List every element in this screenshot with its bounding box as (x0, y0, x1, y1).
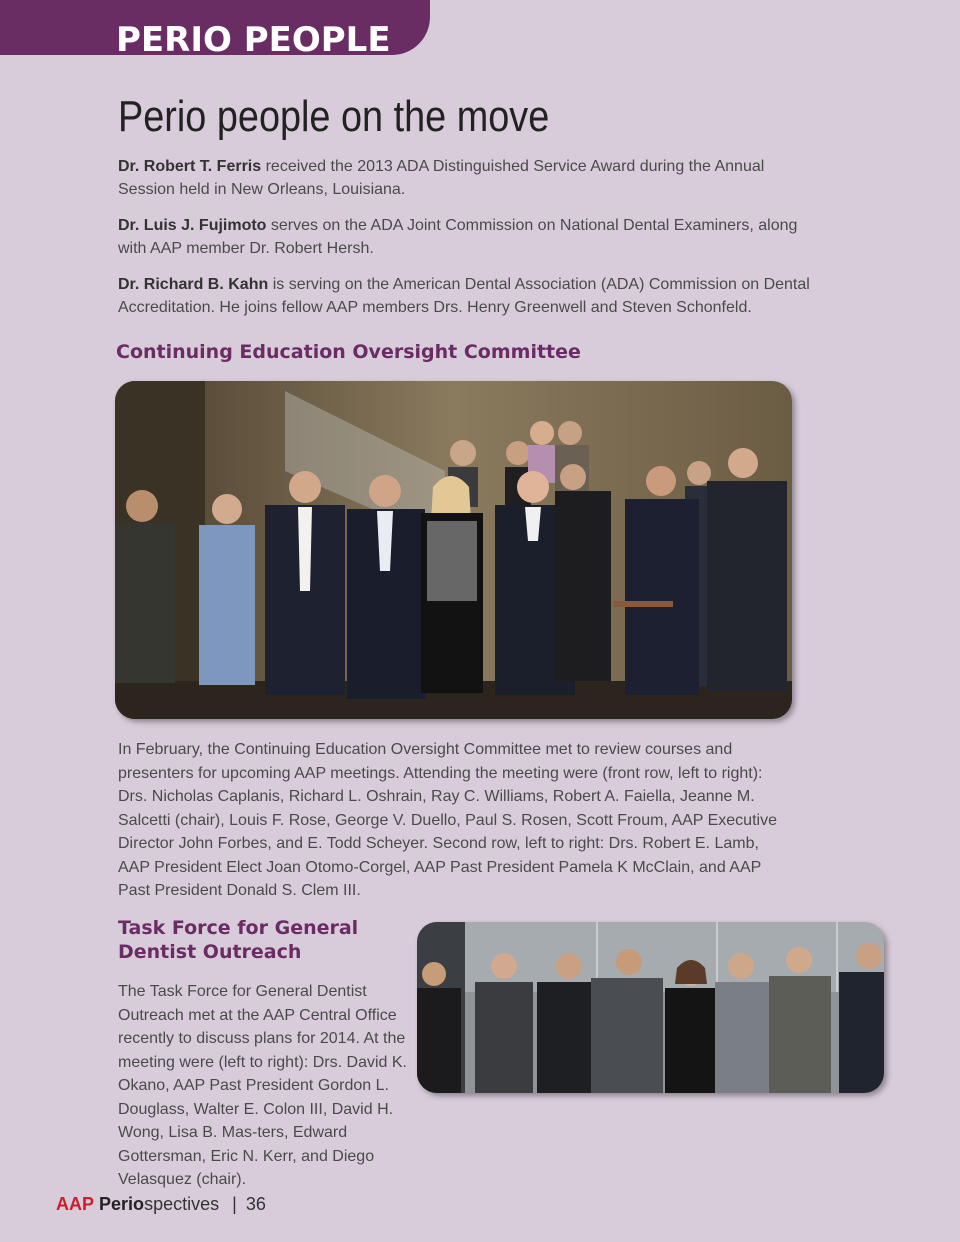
task-force-photo-image (417, 922, 884, 1093)
page-footer (56, 1192, 266, 1216)
news-item-ferris (118, 155, 818, 201)
committee-group-photo (115, 381, 792, 719)
section-tab (0, 0, 430, 60)
news-item-name: Dr. Richard B. Kahn (118, 276, 269, 293)
news-item-fujimoto (118, 214, 818, 260)
page-headline: Perio people on the move (118, 92, 550, 141)
news-item-name: Dr. Robert T. Ferris (118, 158, 262, 175)
footer-brand-aap: AAP (56, 1194, 95, 1214)
footer-brand-perio: Perio (99, 1194, 145, 1214)
news-item-text: is serving on the American Dental Association (ADA) Commission on Dental Accreditation. He joins fellow AAP members Drs. Henry Greenwell and Steven Schonfeld. (118, 276, 810, 316)
news-item-text: received the 2013 ADA Distinguished Service Award during the Annual Session held in New Orleans, Louisiana. (118, 158, 765, 198)
section-tab-label: PERIO PEOPLE (116, 20, 391, 60)
committee-heading: Continuing Education Oversight Committee (116, 341, 581, 363)
footer-separator: | (232, 1194, 237, 1214)
committee-caption: In February, the Continuing Education Oversight Committee met to review courses and presenters for upcoming AAP meetings. Attending the meeting were (front row, left to right): Drs. Nicholas Caplanis, Richard L. Oshrain, Ray C. Williams, Robert A. Faiella, Jeanne M. Salcetti (chair), Louis F. Rose, George V. Duello, Paul S. Rosen, Scott Froum, AAP Executive Director John Forbes, and E. Todd Scheyer. Second row, left to right: Drs. Robert E. Lamb, AAP President Elect Joan Otomo-Corgel, AAP Past President Pamela K McClain, and AAP Past President Donald S. Clem III. (118, 741, 777, 899)
task-force-heading-line1: Task Force for General (118, 917, 359, 939)
page-number: 36 (245, 1194, 266, 1214)
committee-photo-image (115, 381, 792, 719)
news-item-kahn (118, 273, 818, 319)
news-item-name: Dr. Luis J. Fujimoto (118, 217, 267, 234)
task-force-caption: The Task Force for General Dentist Outreach met at the AAP Central Office recently to discuss plans for 2014. At the meeting were (left to right): Drs. David K. Okano, AAP Past President Gordon L. Douglass, Walter E. Colon III, David H. Wong, Lisa B. Mas-ters, Edward Gottersman, Eric N. Kerr, and Diego Velasquez (chair). (118, 983, 407, 1188)
task-force-heading (118, 916, 358, 964)
task-force-heading-line2: Dentist Outreach (118, 941, 302, 963)
news-item-text: serves on the ADA Joint Commission on National Dental Examiners, along with AAP member Dr. Robert Hersh. (118, 217, 798, 257)
task-force-group-photo (417, 922, 884, 1093)
footer-brand-spectives: spectives (144, 1194, 220, 1214)
